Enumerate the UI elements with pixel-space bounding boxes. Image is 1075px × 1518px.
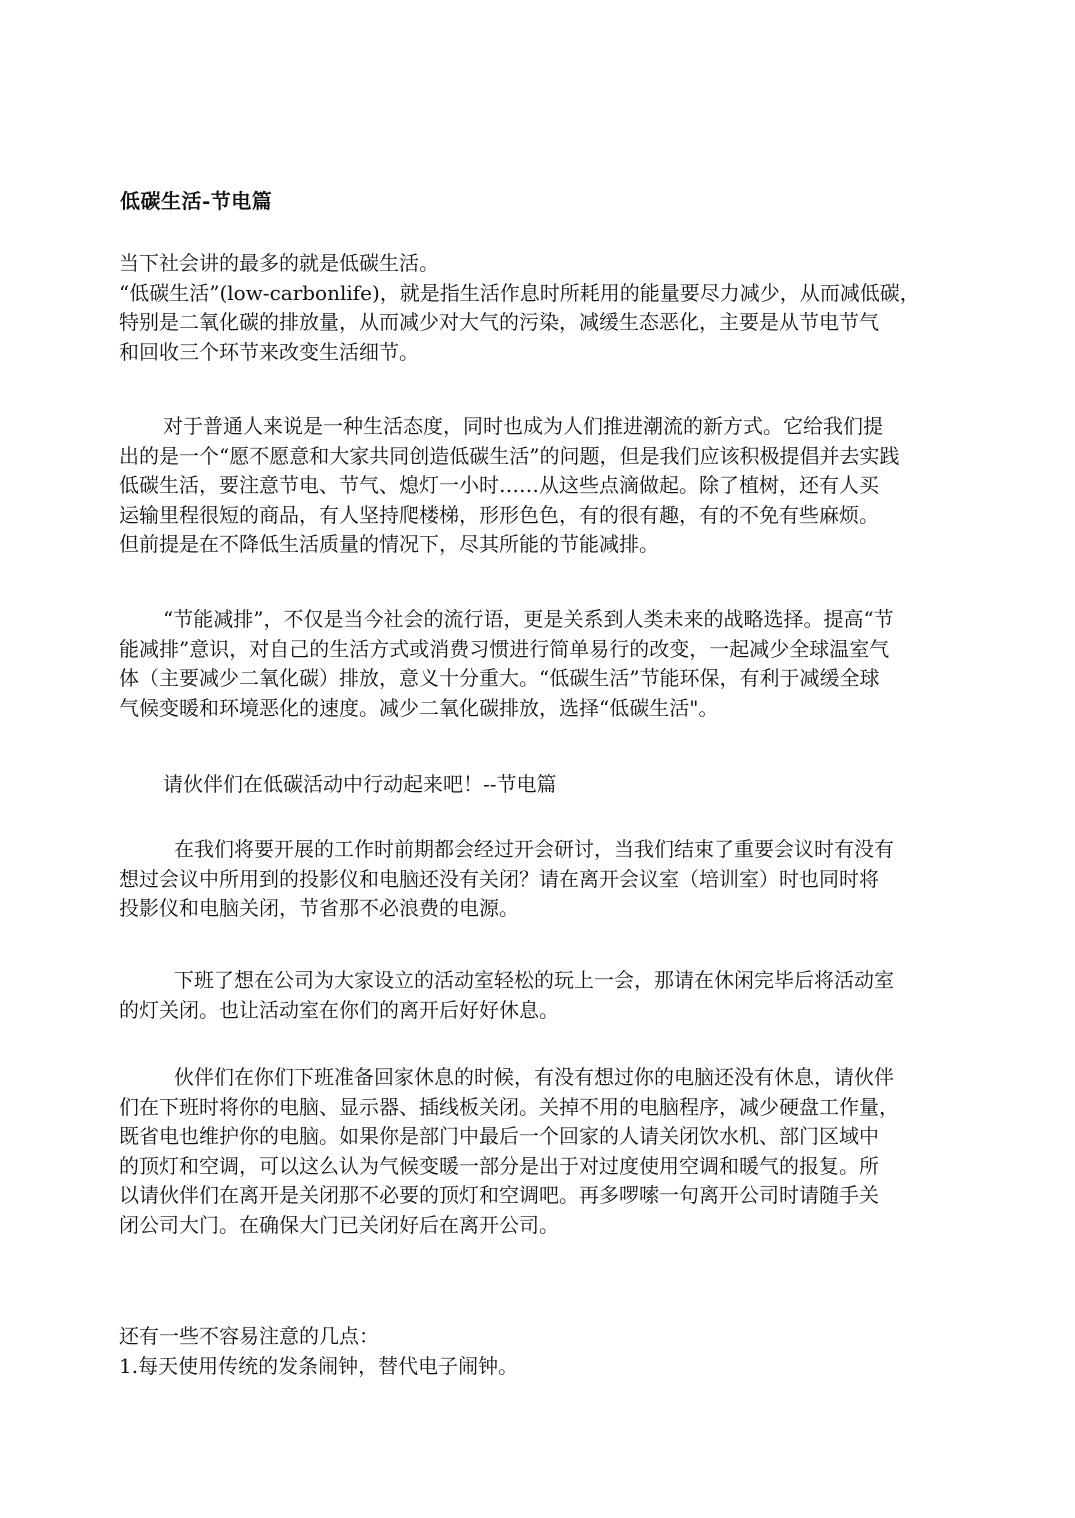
- text-line: 的顶灯和空调，可以这么认为气候变暖一部分是出于对过度使用空调和暖气的报复。所: [119, 1153, 879, 1178]
- paragraph-meetings: [119, 835, 964, 924]
- paragraph-energy-saving: [119, 605, 964, 723]
- text-line: 运输里程很短的商品，有人坚持爬楼梯，形形色色，有的很有趣，有的不免有些麻烦。: [119, 502, 879, 527]
- text-line: 伙伴们在你们下班准备回家休息的时候，有没有想过你的电脑还没有休息，请伙伴: [174, 1065, 894, 1089]
- text-line: 能减排”意识，对自己的生活方式或消费习惯进行简单易行的改变，一起减少全球温室气: [119, 636, 890, 661]
- paragraph-tips: [119, 1322, 964, 1381]
- text-line: “低碳生活”(low-carbonlife)，就是指生活作息时所耗用的能量要尽力减少，从而减低碳，: [119, 280, 920, 305]
- intro-paragraph: [119, 249, 964, 367]
- paragraph-after-work: [119, 1063, 964, 1240]
- text-line: 请伙伴们在低碳活动中行动起来吧！--节电篇: [163, 772, 557, 796]
- text-line: 体（主要减少二氧化碳）排放，意义十分重大。“低碳生活”节能环保，有利于减缓全球: [119, 666, 880, 690]
- paragraph-attitude: [119, 412, 964, 560]
- text-line: 在我们将要开展的工作时前期都会经过开会研讨，当我们结束了重要会议时有没有: [174, 837, 894, 861]
- text-line: 投影仪和电脑关闭，节省那不必浪费的电源。: [119, 896, 519, 920]
- document-title: 低碳生活-节电篇: [120, 189, 273, 213]
- text-line: 闭公司大门。在确保大门已关闭好后在离开公司。: [119, 1212, 559, 1237]
- text-line: 的灯关闭。也让活动室在你们的离开后好好休息。: [119, 997, 559, 1022]
- text-line: 但前提是在不降低生活质量的情况下，尽其所能的节能减排。: [119, 532, 659, 556]
- text-line: 以请伙伴们在离开是关闭那不必要的顶灯和空调吧。再多啰嗦一句离开公司时请随手关: [119, 1183, 879, 1207]
- text-line: 下班了想在公司为大家设立的活动室轻松的玩上一会，那请在休闲完毕后将活动室: [174, 968, 894, 992]
- text-line: 低碳生活，要注意节电、节气、熄灯一小时……从这些点滴做起。除了植树，还有人买: [119, 473, 879, 497]
- text-line: 既省电也维护你的电脑。如果你是部门中最后一个回家的人请关闭饮水机、部门区域中: [119, 1124, 879, 1148]
- text-line: 还有一些不容易注意的几点：: [119, 1324, 379, 1348]
- text-line: “节能减排”，不仅是当今社会的流行语，更是关系到人类未来的战略选择。提高“节: [163, 607, 894, 631]
- text-line: 特别是二氧化碳的排放量，从而减少对大气的污染，减缓生态恶化，主要是从节电节气: [119, 310, 879, 334]
- text-line: 们在下班时将你的电脑、显示器、插线板关闭。关掉不用的电脑程序，减少硬盘工作量，: [119, 1094, 899, 1119]
- text-line: 对于普通人来说是一种生活态度，同时也成为人们推进潮流的新方式。它给我们提: [163, 414, 883, 438]
- text-line: 气候变暖和环境恶化的速度。减少二氧化碳排放，选择“低碳生活"。: [119, 695, 719, 720]
- text-line: 出的是一个“愿不愿意和大家共同创造低碳生活”的问题，但是我们应该积极提倡并去实践: [119, 443, 900, 468]
- text-line: 当下社会讲的最多的就是低碳生活。: [119, 251, 439, 275]
- list-item: 1.每天使用传统的发条闹钟，替代电子闹钟。: [119, 1353, 519, 1378]
- paragraph-activity-room: [119, 966, 964, 1025]
- text-line: 想过会议中所用到的投影仪和电脑还没有关闭？请在离开会议室（培训室）时也同时将: [119, 866, 879, 891]
- text-line: 和回收三个环节来改变生活细节。: [119, 339, 419, 364]
- paragraph-call-to-action: [119, 770, 964, 800]
